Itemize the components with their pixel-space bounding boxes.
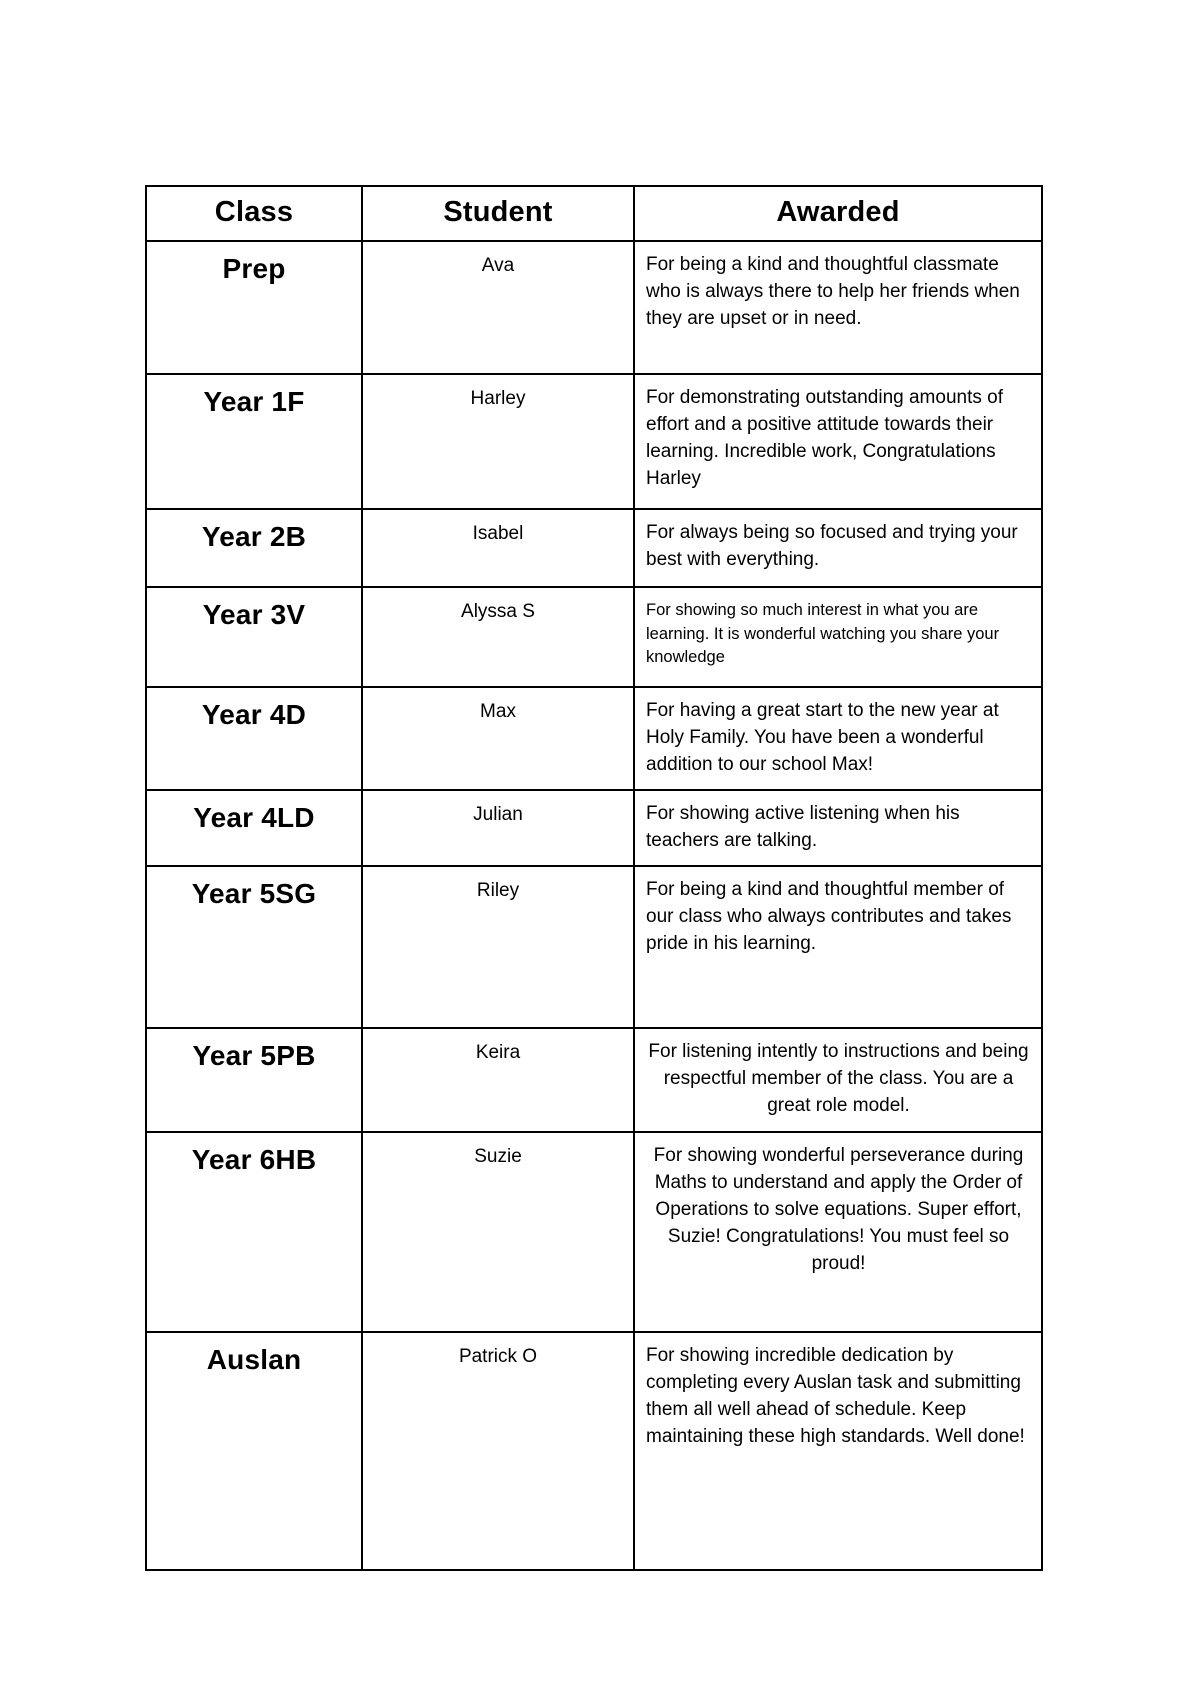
class-cell: Auslan [146,1332,362,1570]
student-cell: Riley [362,866,634,1028]
student-cell: Ava [362,241,634,374]
awarded-cell: For showing so much interest in what you are learning. It is wonderful watching you share your knowledge [634,587,1042,687]
class-cell: Year 5PB [146,1028,362,1132]
class-cell: Year 1F [146,374,362,509]
student-cell: Isabel [362,509,634,587]
table-row-year-4d [146,687,1042,790]
awarded-cell: For being a kind and thoughtful classmate who is always there to help her friends when they are upset or in need. [634,241,1042,374]
student-cell: Suzie [362,1132,634,1332]
awarded-cell: For being a kind and thoughtful member of our class who always contributes and takes pride in his learning. [634,866,1042,1028]
table-row-year-1f [146,374,1042,509]
table-row-year-6hb [146,1132,1042,1332]
table-row-prep [146,241,1042,374]
student-awards-table [145,185,1043,1571]
table-row-year-5pb [146,1028,1042,1132]
awarded-cell: For having a great start to the new year at Holy Family. You have been a wonderful addition to our school Max! [634,687,1042,790]
class-cell: Prep [146,241,362,374]
table-row-year-2b [146,509,1042,587]
class-cell: Year 4D [146,687,362,790]
table-row-year-4ld [146,790,1042,866]
table-row-year-5sg [146,866,1042,1028]
awarded-cell: For always being so focused and trying your best with everything. [634,509,1042,587]
header-row [146,186,1042,241]
awarded-cell: For showing incredible dedication by completing every Auslan task and submitting them all well ahead of schedule. Keep maintaining these high standards. Well done! [634,1332,1042,1570]
student-cell: Julian [362,790,634,866]
header-student: Student [362,186,634,241]
student-cell: Keira [362,1028,634,1132]
header-class: Class [146,186,362,241]
student-cell: Patrick O [362,1332,634,1570]
table-row-auslan [146,1332,1042,1570]
class-cell: Year 6HB [146,1132,362,1332]
awarded-cell: For demonstrating outstanding amounts of effort and a positive attitude towards their learning. Incredible work, Congratulations Harley [634,374,1042,509]
student-cell: Harley [362,374,634,509]
awarded-cell: For showing active listening when his teachers are talking. [634,790,1042,866]
awarded-cell: For showing wonderful perseverance during Maths to understand and apply the Order of Operations to solve equations. Super effort, Suzie! Congratulations! You must feel so proud! [634,1132,1042,1332]
class-cell: Year 2B [146,509,362,587]
class-cell: Year 5SG [146,866,362,1028]
student-cell: Alyssa S [362,587,634,687]
student-cell: Max [362,687,634,790]
table-row-year-3v [146,587,1042,687]
class-cell: Year 4LD [146,790,362,866]
class-cell: Year 3V [146,587,362,687]
awarded-cell: For listening intently to instructions and being respectful member of the class. You are a great role model. [634,1028,1042,1132]
header-awarded: Awarded [634,186,1042,241]
